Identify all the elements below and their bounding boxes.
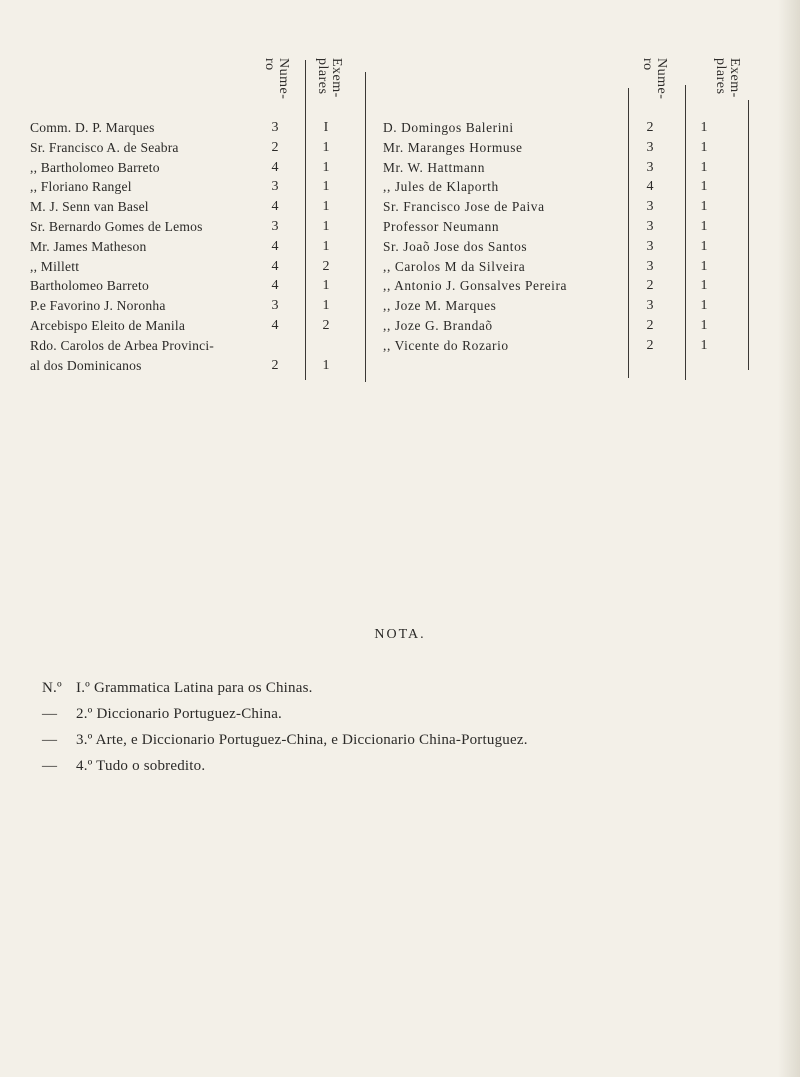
numero-cell: 4 xyxy=(646,179,654,195)
subscriber-name: Mr. Maranges Hormuse xyxy=(383,139,523,155)
exemplares-cell: 1 xyxy=(700,258,708,274)
subscriber-name: D. Domingos Balerini xyxy=(383,120,514,135)
numero-cell: 2 xyxy=(646,120,654,135)
nota-line xyxy=(42,727,528,753)
numero-cell: 3 xyxy=(271,120,279,135)
subscriber-name: Sr. Joaõ Jose dos Santos xyxy=(383,238,528,254)
subscriber-name: ,, Vicente do Rozario xyxy=(383,337,509,353)
numero-cell: 3 xyxy=(646,258,654,274)
column-rule xyxy=(305,60,306,380)
subscriber-name: ,, Millett xyxy=(30,258,80,274)
exemplares-cell: 1 xyxy=(700,218,708,234)
left-name-column xyxy=(30,118,275,375)
header-exemplares-right: Exem- plares xyxy=(713,58,742,98)
numero-cell: 3 xyxy=(646,298,654,314)
subscriber-name: Mr. W. Hattmann xyxy=(383,159,485,175)
numero-cell: 3 xyxy=(646,139,654,155)
column-rule xyxy=(365,72,366,382)
header-exemplares-left: Exem- plares xyxy=(315,58,344,98)
subscriber-name: M. J. Senn van Basel xyxy=(30,199,149,215)
numero-cell: 4 xyxy=(271,258,279,274)
subscriber-name: Bartholomeo Barreto xyxy=(30,278,149,294)
nota-line-text: 2.º Diccionario Portuguez-China. xyxy=(76,706,282,722)
exemplares-cell xyxy=(318,336,334,356)
exemplares-cell: 1 xyxy=(322,278,330,294)
numero-cell: 4 xyxy=(271,238,279,254)
column-rule xyxy=(748,100,749,370)
subscriber-name: ,, Jules de Klaporth xyxy=(383,179,499,195)
exemplares-cell: 1 xyxy=(700,278,708,294)
numero-cell: 3 xyxy=(271,179,279,195)
subscriber-name: ,, Carolos M da Silveira xyxy=(383,258,526,274)
numero-cell: 3 xyxy=(646,218,654,234)
left-numero-column xyxy=(265,118,285,375)
subscriber-name: Professor Neumann xyxy=(383,218,500,234)
nota-line-text: 3.º Arte, e Diccionario Portuguez-China, e Diccionario China-Portuguez. xyxy=(76,732,528,748)
subscriber-name: Rdo. Carolos de Arbea Provinci- xyxy=(30,337,215,353)
exemplares-cell: 1 xyxy=(700,337,708,353)
nota-line-text: I.º Grammatica Latina para os Chinas. xyxy=(76,680,313,696)
right-numero-column xyxy=(640,118,660,356)
subscriber-name: Arcebispo Eleito de Manila xyxy=(30,317,186,333)
exemplares-cell: 1 xyxy=(700,159,708,175)
exemplares-cell: 1 xyxy=(322,298,330,314)
subscriber-name: Mr. James Matheson xyxy=(30,238,147,254)
numero-cell: 2 xyxy=(271,139,279,155)
subscriber-name: ,, Joze G. Brandaõ xyxy=(383,317,493,333)
nota-line-lead: N.º xyxy=(42,680,62,696)
exemplares-cell: 2 xyxy=(322,258,330,274)
numero-cell: 4 xyxy=(271,317,279,333)
exemplares-cell: 1 xyxy=(700,199,708,215)
nota-list xyxy=(42,675,528,779)
numero-cell: 4 xyxy=(271,278,279,294)
exemplares-cell: 1 xyxy=(700,179,708,195)
nota-line xyxy=(42,701,528,727)
column-rule xyxy=(628,88,629,378)
numero-cell: 4 xyxy=(271,159,279,175)
numero-cell: 3 xyxy=(271,218,279,234)
numero-cell xyxy=(265,336,285,356)
nota-line-lead: — xyxy=(42,706,58,722)
left-exemplares-column xyxy=(318,118,334,375)
numero-cell: 2 xyxy=(646,337,654,353)
exemplares-cell: 1 xyxy=(700,139,708,155)
exemplares-cell: 1 xyxy=(322,238,330,254)
numero-cell: 2 xyxy=(646,317,654,333)
nota-line-lead: — xyxy=(42,758,58,774)
exemplares-cell: 2 xyxy=(322,317,330,333)
header-numero-left: Nume- ro xyxy=(262,58,291,100)
numero-cell: 2 xyxy=(646,278,654,294)
numero-cell: 3 xyxy=(646,238,654,254)
subscriber-name: ,, Antonio J. Gonsalves Pereira xyxy=(383,278,568,294)
exemplares-cell: 1 xyxy=(322,357,330,373)
nota-line xyxy=(42,675,528,701)
numero-cell: 4 xyxy=(271,199,279,215)
subscriber-name: Comm. D. P. Marques xyxy=(30,120,155,135)
exemplares-cell: 1 xyxy=(322,139,330,155)
subscriber-name: ,, Joze M. Marques xyxy=(383,298,497,314)
exemplares-cell: 1 xyxy=(700,120,708,135)
nota-line-lead: — xyxy=(42,732,58,748)
subscriber-name: Sr. Francisco A. de Seabra xyxy=(30,139,179,155)
exemplares-cell: 1 xyxy=(322,159,330,175)
subscriber-name: ,, Bartholomeo Barreto xyxy=(30,159,160,175)
exemplares-cell: I xyxy=(323,120,329,135)
subscriber-name: Sr. Bernardo Gomes de Lemos xyxy=(30,218,203,234)
exemplares-cell: 1 xyxy=(322,218,330,234)
numero-cell: 2 xyxy=(271,357,279,373)
page-edge xyxy=(778,0,800,1077)
subscriber-name: Sr. Francisco Jose de Paiva xyxy=(383,199,545,215)
numero-cell: 3 xyxy=(646,199,654,215)
header-numero-right: Nume- ro xyxy=(640,58,669,100)
nota-title: NOTA. xyxy=(374,627,426,642)
right-exemplares-column xyxy=(696,118,712,356)
subscriber-name: ,, Floriano Rangel xyxy=(30,179,132,195)
right-name-column xyxy=(383,118,623,356)
subscriber-name: al dos Dominicanos xyxy=(30,357,142,373)
exemplares-cell: 1 xyxy=(322,199,330,215)
numero-cell: 3 xyxy=(271,298,279,314)
nota-line xyxy=(42,753,528,779)
exemplares-cell: 1 xyxy=(700,238,708,254)
nota-line-text: 4.º Tudo o sobredito. xyxy=(76,758,206,774)
subscriber-name: P.e Favorino J. Noronha xyxy=(30,298,166,314)
exemplares-cell: 1 xyxy=(700,298,708,314)
numero-cell: 3 xyxy=(646,159,654,175)
exemplares-cell: 1 xyxy=(700,317,708,333)
exemplares-cell: 1 xyxy=(322,179,330,195)
column-rule xyxy=(685,85,686,380)
